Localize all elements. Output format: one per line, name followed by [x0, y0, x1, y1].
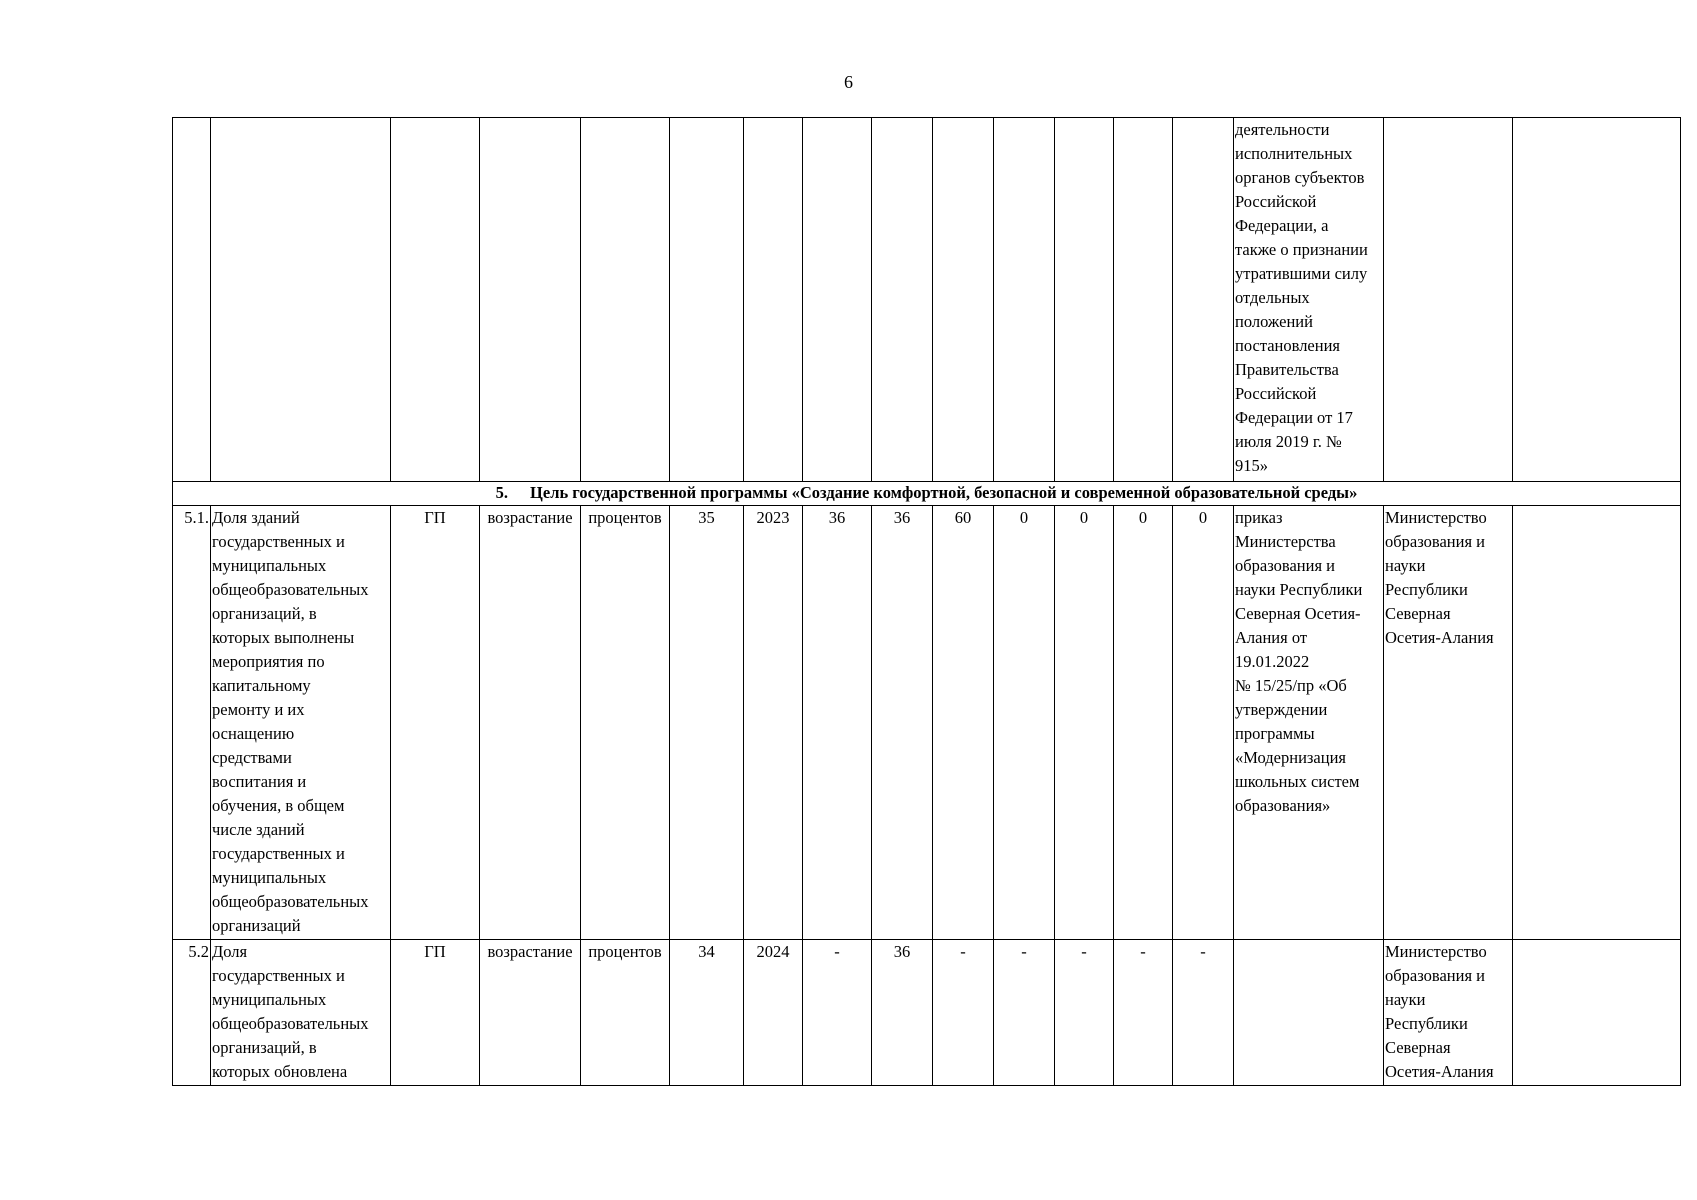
value-cell: 0	[1173, 506, 1234, 940]
base-year: 2024	[744, 940, 803, 1086]
table-row	[173, 506, 1681, 940]
table-row	[173, 118, 1681, 482]
base-value: 35	[670, 506, 744, 940]
basis-cell: деятельности исполнительных органов субъектов Российской Федерации, а также о признании утратившими силу отдельных положений постановления Правительства Российской Федерации от 17 июля 2019 г. № 915»	[1234, 118, 1384, 482]
row-number: 5.1.	[173, 506, 211, 940]
indicator-name: Доля государственных и муниципальных общеобразовательных организаций, в которых обновлена	[211, 940, 391, 1086]
indicator-trend: возрастание	[480, 940, 581, 1086]
indicator-level: ГП	[391, 506, 480, 940]
indicator-unit: процентов	[581, 506, 670, 940]
extra-cell	[1513, 506, 1681, 940]
base-year: 2023	[744, 506, 803, 940]
basis-cell: приказ Министерства образования и науки Республики Северная Осетия- Алания от 19.01.2022 № 15/25/пр «Об утверждении программы «Модернизация школьных систем образования»	[1234, 506, 1384, 940]
responsible-cell: Министерство образования и науки Республики Северная Осетия-Алания	[1384, 940, 1513, 1086]
value-cell: -	[1114, 940, 1173, 1086]
section-heading	[173, 482, 1681, 506]
value-cell: -	[1055, 940, 1114, 1086]
section-row	[173, 482, 1681, 506]
responsible-cell: Министерство образования и науки Республики Северная Осетия-Алания	[1384, 506, 1513, 940]
indicator-unit: процентов	[581, 940, 670, 1086]
page-number: 6	[844, 72, 853, 92]
value-cell: -	[803, 940, 872, 1086]
extra-cell	[1513, 940, 1681, 1086]
table-row	[173, 940, 1681, 1086]
value-cell: -	[994, 940, 1055, 1086]
indicators-table	[172, 117, 1681, 1086]
section-title: Цель государственной программы «Создание комфортной, безопасной и современной образовательной среды»	[530, 483, 1358, 502]
indicator-trend: возрастание	[480, 506, 581, 940]
value-cell: 36	[872, 506, 933, 940]
basis-cell	[1234, 940, 1384, 1086]
base-value: 34	[670, 940, 744, 1086]
value-cell: 36	[872, 940, 933, 1086]
value-cell: -	[933, 940, 994, 1086]
indicator-level: ГП	[391, 940, 480, 1086]
value-cell: 0	[1114, 506, 1173, 940]
value-cell: -	[1173, 940, 1234, 1086]
row-number: 5.2	[173, 940, 211, 1086]
section-number: 5.	[495, 483, 509, 502]
indicator-name: Доля зданий государственных и муниципальных общеобразовательных организаций, в которых выполнены мероприятия по капитальному ремонту и их оснащению средствами воспитания и обучения, в общем числе зданий государственных и муниципальных общеобразовательных организаций	[211, 506, 391, 940]
value-cell: 36	[803, 506, 872, 940]
value-cell: 0	[1055, 506, 1114, 940]
value-cell: 60	[933, 506, 994, 940]
value-cell: 0	[994, 506, 1055, 940]
